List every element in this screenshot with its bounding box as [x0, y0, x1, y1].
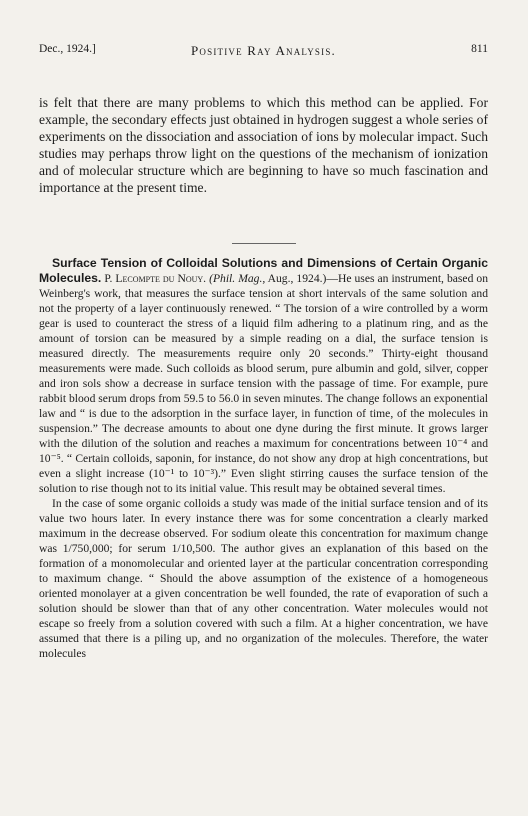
section-divider — [232, 243, 296, 244]
article-author: P. Lecompte du Nouy. — [104, 272, 207, 285]
intro-text: is felt that there are many problems to which this method can be applied. For example, the secondary effects just obtained in hydrogen suggest a whole series of experiments on the dissociation and association of ions by molecular impact. Such studies may perhaps throw light on the questions of the mechanism of ionization and of molecular structure which are beginning to have so much fascination and importance at the present time. — [39, 95, 488, 195]
article-paragraph-1-text: Aug., 1924.)—He uses an instrument, based on Weinberg's work, that measures the surface tension at short intervals of the same solution and not the property of a layer continuously renewed. “ The torsion of a wire controlled by a worm gear is used to counteract the stress of a liquid film adhering to a platinum ring, and as the amount of torsion can be measured by a simple reading on a dial, the surface tension is measured directly. The measurements require only 20 seconds.” Thirty-eight thousand measurements were made. Such colloids as blood serum, pure albumin and gold, silver, copper and iron sols show a decrease in surface tension with the passage of time. For example, pure rabbit blood serum drops from 59.5 to 56.0 in seven minutes. The change follows an exponential law and “ is due to the adsorption in the surface layer, in function of time, of the molecules in suspension.” The decrease amounts to about one dyne during the first minute. It grows larger with the dilution of the solution and reaches a maximum for concentrations between 10⁻⁴ and 10⁻⁵. “ Certain colloids, saponin, for instance, do not show any drop at high concentrations, but even a slight increase (10⁻¹ to 10⁻³).” Even slight stirring causes the surface tension of the solution to rise though not to its initial value. This result may be obtained several times. — [39, 272, 488, 495]
header-page-number: 811 — [471, 43, 488, 55]
article-citation: (Phil. Mag., — [209, 272, 266, 285]
article-title: Surface Tension of Colloidal Solutions and Dimensions of Certain Organic Molecules. — [39, 256, 488, 285]
article-paragraph-2: In the case of some organic colloids a study was made of the initial surface tension and of its value two hours later. In every instance there was for some concentration a clearly marked maximum in the decrease observed. For sodium oleate this concentration for maximum change was 1/750,000; for serum 1/10,500. The author gives an explanation of this based on the formation of a monomolecular and oriented layer at the particular concentration corresponding to maximum change. “ Should the above assumption of the existence of a homogeneous oriented monolayer at a given concentration be well founded, the rate of evaporation of such a solution should be slower than that of any other concentration. Water molecules would not escape so freely from a solution covered with such a film. At a higher concentration, we have assumed that there is a piling up, and no organization of the molecules. Therefore, the water molecules — [39, 497, 488, 660]
running-header — [39, 43, 488, 59]
header-date: Dec., 1924.] — [39, 43, 96, 55]
article-abstract — [39, 256, 488, 661]
intro-paragraph — [39, 94, 488, 196]
header-running-title: Positive Ray Analysis. — [191, 43, 336, 58]
article-paragraph-1 — [39, 256, 488, 496]
